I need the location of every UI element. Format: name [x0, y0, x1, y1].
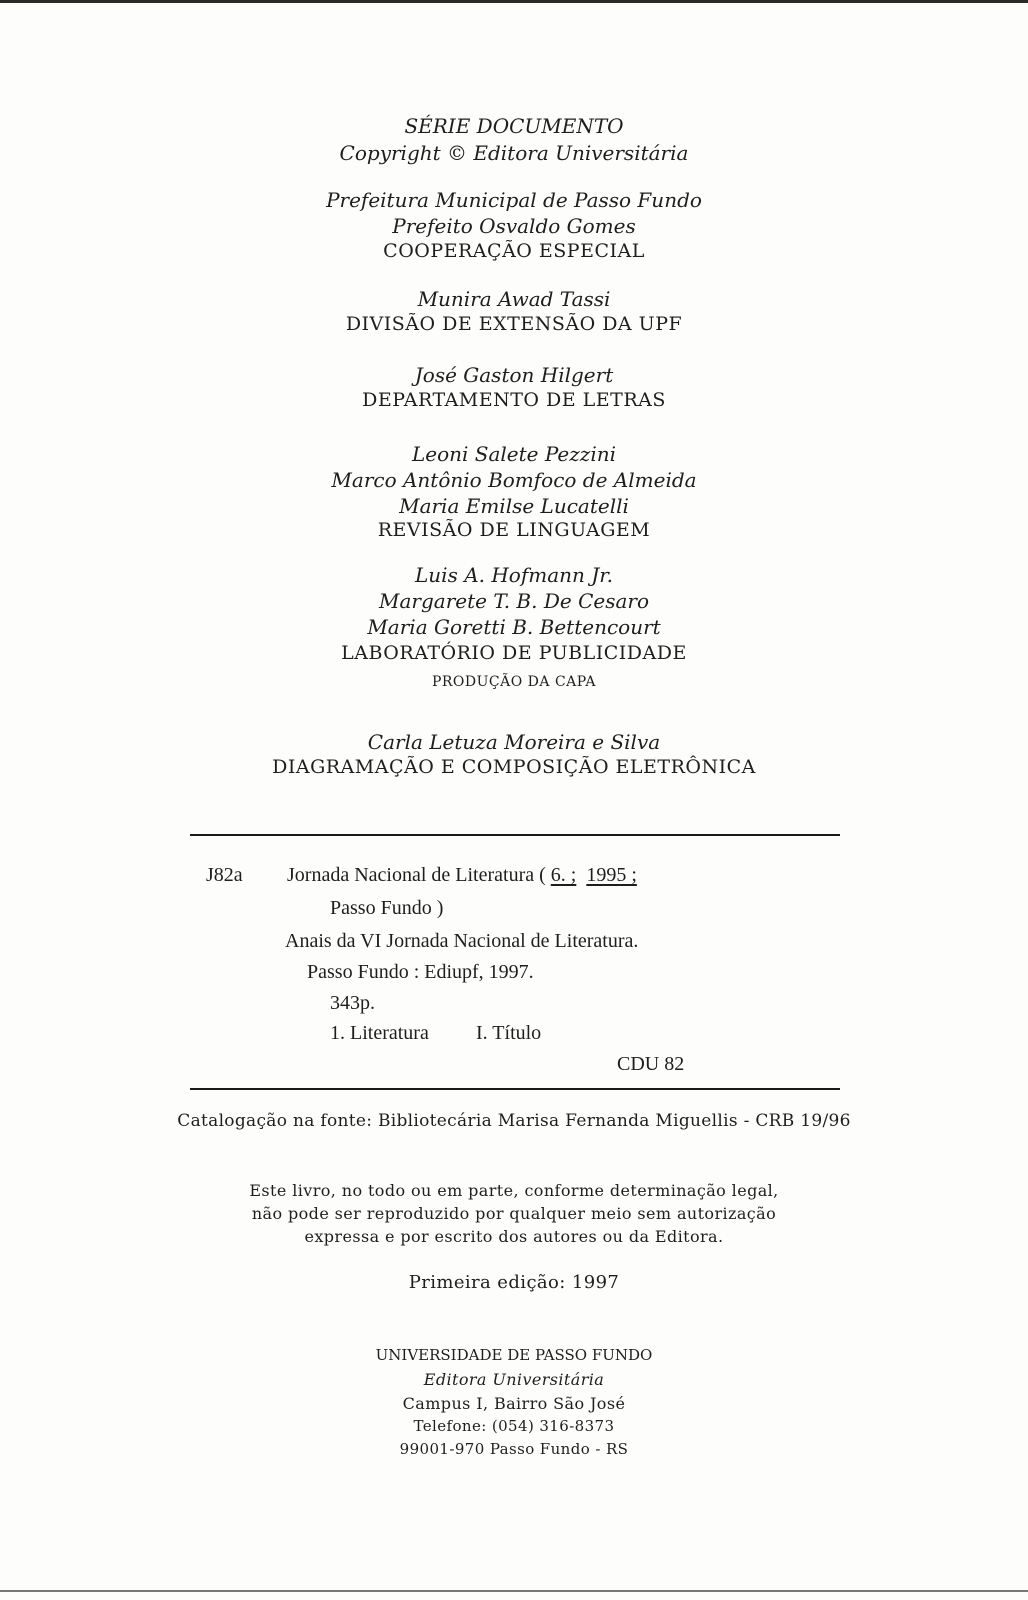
- publisher-university: UNIVERSIDADE DE PASSO FUNDO: [375, 1346, 653, 1364]
- credit-role: DEPARTAMENTO DE LETRAS: [362, 389, 666, 411]
- catalog-pages: 343p.: [330, 992, 375, 1014]
- credit-name: Marco Antônio Bomfoco de Almeida: [331, 468, 697, 492]
- credit-name: Leoni Salete Pezzini: [411, 442, 617, 466]
- catalog-edition: 6. ;: [550, 864, 577, 886]
- catalog-title-entry: I. Título: [476, 1022, 542, 1044]
- publisher-press: Editora Universitária: [423, 1370, 605, 1389]
- catalog-place: Passo Fundo ): [330, 897, 444, 919]
- series-title: SÉRIE DOCUMENTO: [404, 114, 624, 138]
- publisher-address: Campus I, Bairro São José: [402, 1394, 626, 1413]
- credit-name: Munira Awad Tassi: [417, 287, 611, 311]
- publisher-city: 99001-970 Passo Fundo - RS: [399, 1440, 629, 1458]
- catalog-cdu: CDU 82: [617, 1053, 685, 1075]
- credit-role: LABORATÓRIO DE PUBLICIDADE: [341, 642, 687, 664]
- catalog-top-rule: [190, 834, 840, 836]
- credit-role: COOPERAÇÃO ESPECIAL: [383, 240, 645, 262]
- credit-name: Luis A. Hofmann Jr.: [415, 563, 613, 587]
- catalog-main-entry: [287, 864, 637, 887]
- notice-line: expressa e por escrito dos autores ou da Editora.: [304, 1227, 724, 1246]
- catalog-subject: 1. Literatura: [330, 1022, 429, 1044]
- credit-name: Prefeito Osvaldo Gomes: [392, 214, 636, 238]
- credit-name: Maria Goretti B. Bettencourt: [367, 615, 661, 639]
- call-number: J82a: [206, 864, 243, 886]
- edition-line: Primeira edição: 1997: [408, 1272, 620, 1293]
- catalog-bottom-rule: [190, 1088, 840, 1090]
- credit-name: Prefeitura Municipal de Passo Fundo: [326, 188, 702, 212]
- cataloging-source: Catalogação na fonte: Bibliotecária Marisa Fernanda Miguellis - CRB 19/96: [177, 1111, 851, 1131]
- notice-line: Este livro, no todo ou em parte, conforme determinação legal,: [249, 1181, 779, 1200]
- page-top-edge: [0, 0, 1028, 3]
- catalog-year: 1995 ;: [586, 864, 637, 886]
- catalog-entry-prefix: Jornada Nacional de Literatura (: [287, 864, 551, 886]
- credit-name: José Gaston Hilgert: [414, 363, 614, 387]
- catalog-imprint: Passo Fundo : Ediupf, 1997.: [307, 961, 534, 983]
- credit-name: Carla Letuza Moreira e Silva: [367, 730, 661, 754]
- credit-role: DIAGRAMAÇÃO E COMPOSIÇÃO ELETRÔNICA: [272, 756, 756, 778]
- notice-line: não pode ser reproduzido por qualquer meio sem autorização: [251, 1204, 777, 1223]
- credit-name: Maria Emilse Lucatelli: [399, 494, 629, 518]
- page-bottom-edge: [0, 1590, 1028, 1592]
- credit-subrole: PRODUÇÃO DA CAPA: [431, 674, 597, 690]
- catalog-title: Anais da VI Jornada Nacional de Literatura.: [285, 930, 639, 952]
- credit-role: DIVISÃO DE EXTENSÃO DA UPF: [345, 313, 683, 335]
- copyright-line: Copyright © Editora Universitária: [339, 141, 689, 165]
- credit-name: Margarete T. B. De Cesaro: [379, 589, 649, 613]
- credit-role: REVISÃO DE LINGUAGEM: [377, 519, 651, 541]
- publisher-phone: Telefone: (054) 316-8373: [413, 1417, 615, 1435]
